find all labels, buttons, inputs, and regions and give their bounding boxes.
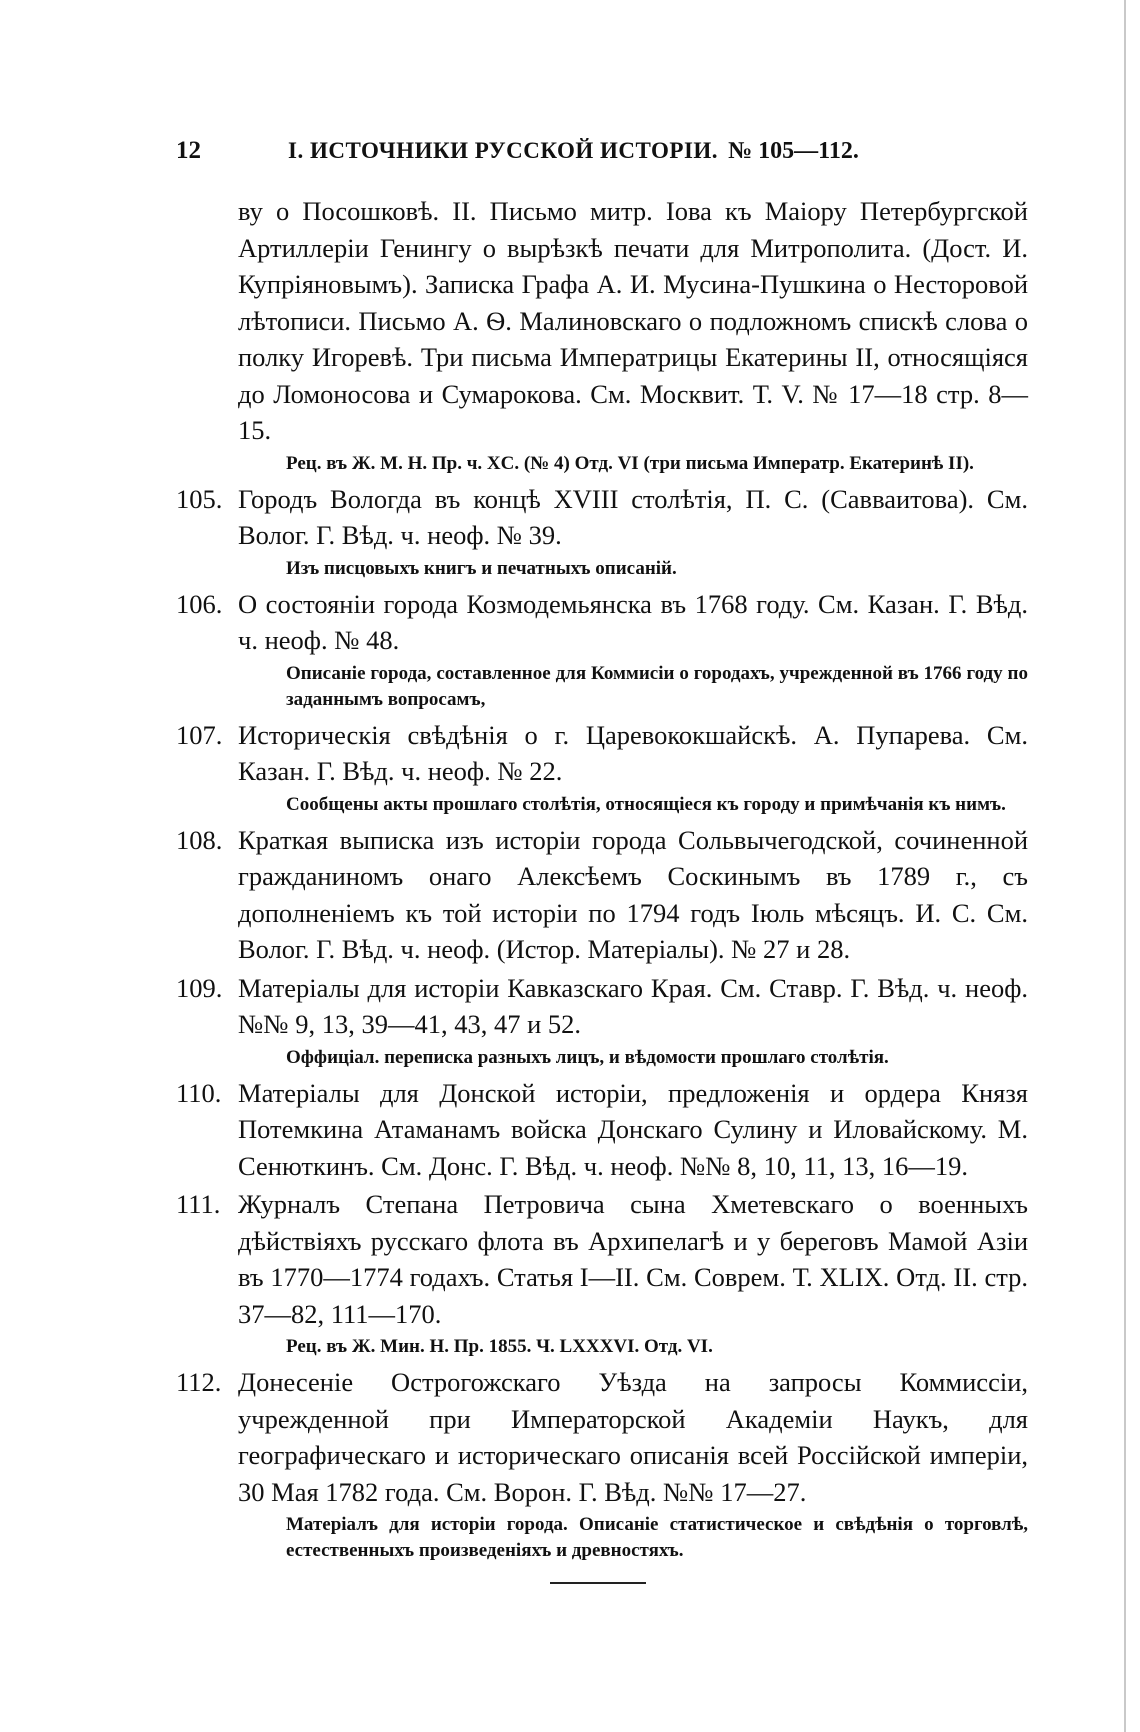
entry-108 [176, 822, 1026, 968]
entry-110 [176, 1075, 1026, 1185]
entry-note: Описаніе города, составленное для Коммисіи о городахъ, учрежденной въ 1766 году по заданнымъ вопросамъ, [286, 662, 1028, 710]
entry-text: Историческія свѣдѣнія о г. Царевококшайскѣ. А. Пупарева. См. Казан. Г. Вѣд. ч. неоф. № 22. [238, 719, 1028, 786]
entry-note: Сообщены акты прошлаго столѣтія, относящіеся къ городу и примѣчанія къ нимъ. [286, 793, 1006, 815]
entry-number: 106. [176, 588, 223, 619]
entry-note: Рец. въ Ж. Мин. Н. Пр. 1855. Ч. LXXXVI. Отд. VI. [286, 1336, 713, 1357]
entry-text: Матеріалы для исторіи Кавказскаго Края. См. Ставр. Г. Вѣд. ч. неоф. №№ 9, 13, 39—41, 43, 47 и 52. [238, 972, 1028, 1039]
page-number: 12 [176, 137, 201, 164]
entry-number: 112. [176, 1367, 222, 1397]
review-note: Рец. въ Ж. М. Н. Пр. ч. XC. (№ 4) Отд. VI (три письма Императр. Екатеринѣ II). [286, 452, 974, 474]
entry-number: 108. [176, 824, 223, 855]
page-edge-rule [1124, 0, 1126, 1732]
entry-105 [176, 481, 1026, 582]
entry-number: 107. [176, 719, 223, 750]
entry-number: 109. [176, 972, 223, 1003]
entry-note: Оффиціал. переписка разныхъ лицъ, и вѣдомости прошлаго столѣтія. [286, 1046, 889, 1068]
entry-text: Журналъ Степана Петровича сына Хметевскаго о военныхъ дѣйствіяхъ русскаго флота въ Архипелагѣ и у береговъ Мамой Азіи въ 1770—1774 годахъ. Статья I—II. См. Соврем. Т. XLIX. Отд. II. стр. 37—82, 111—170. [238, 1189, 1028, 1329]
continued-paragraph: ву о Посошковѣ. II. Письмо митр. Іова къ Маіору Петербургской Артиллеріи Генингу о вырѣзкѣ печати для Митрополита. (Дост. И. Купріяновымъ). Записка Графа А. И. Мусина-Пушкина о Несторовой лѣтописи. Письмо А. Ѳ. Малиновскаго о подложномъ спискѣ слова о полку Игоревѣ. Три письма Императрицы Екатерины II, относящіяся до Ломоносова и Сумарокова. См. Москвит. Т. V. № 17—18 стр. 8—15. [238, 196, 1028, 445]
entry-number: 110. [176, 1077, 222, 1108]
entry-112 [176, 1364, 1026, 1564]
running-title: I. ИСТОЧНИКИ РУССКОЙ ИСТОРІИ. [288, 138, 719, 163]
entry-106 [176, 586, 1026, 713]
entry-109 [176, 970, 1026, 1071]
entry-number: 111. [176, 1189, 221, 1219]
document-page [176, 137, 1026, 1584]
entry-text: Донесеніе Острогожскаго Уѣзда на запросы Коммиссіи, учрежденной при Императорской Академіи Наукъ, для географическаго и историческаго описанія всей Россійской имперіи, 30 Мая 1782 года. См. Ворон. Г. Вѣд. №№ 17—27. [238, 1367, 1028, 1507]
entry-range: № 105—112. [728, 138, 859, 164]
page-header [176, 137, 1026, 177]
entry-note: Матеріалъ для исторіи города. Описаніе статистическое и свѣдѣнія о торговлѣ, естественныхъ произведеніяхъ и древностяхъ. [286, 1514, 1028, 1561]
entry-107 [176, 717, 1026, 818]
entry-text: О состояніи города Козмодемьянска въ 1768 году. См. Казан. Г. Вѣд. ч. неоф. № 48. [238, 588, 1028, 655]
entry-list [176, 481, 1026, 1565]
entry-number: 105. [176, 483, 223, 514]
entry-text: Городъ Вологда въ концѣ XVIII столѣтія, П. С. (Савваитова). См. Волог. Г. Вѣд. ч. неоф. № 39. [238, 483, 1028, 550]
end-rule [550, 1582, 646, 1584]
entry-text: Матеріалы для Донской исторіи, предложенія и ордера Князя Потемкина Атаманамъ войска Донскаго Сулину и Иловайскому. М. Сенюткинъ. См. Донс. Г. Вѣд. ч. неоф. №№ 8, 10, 11, 13, 16—19. [238, 1077, 1028, 1181]
entry-text: Краткая выписка изъ исторіи города Сольвычегодской, сочиненной гражданиномъ онаго Алексѣемъ Соскинымъ въ 1789 г., съ дополненіемъ къ той исторіи по 1794 годъ Іюль мѣсяцъ. И. С. См. Волог. Г. Вѣд. ч. неоф. (Истор. Матеріалы). № 27 и 28. [238, 824, 1028, 964]
entry-111 [176, 1186, 1026, 1360]
entry-note: Изъ писцовыхъ книгъ и печатныхъ описаній. [286, 557, 677, 579]
